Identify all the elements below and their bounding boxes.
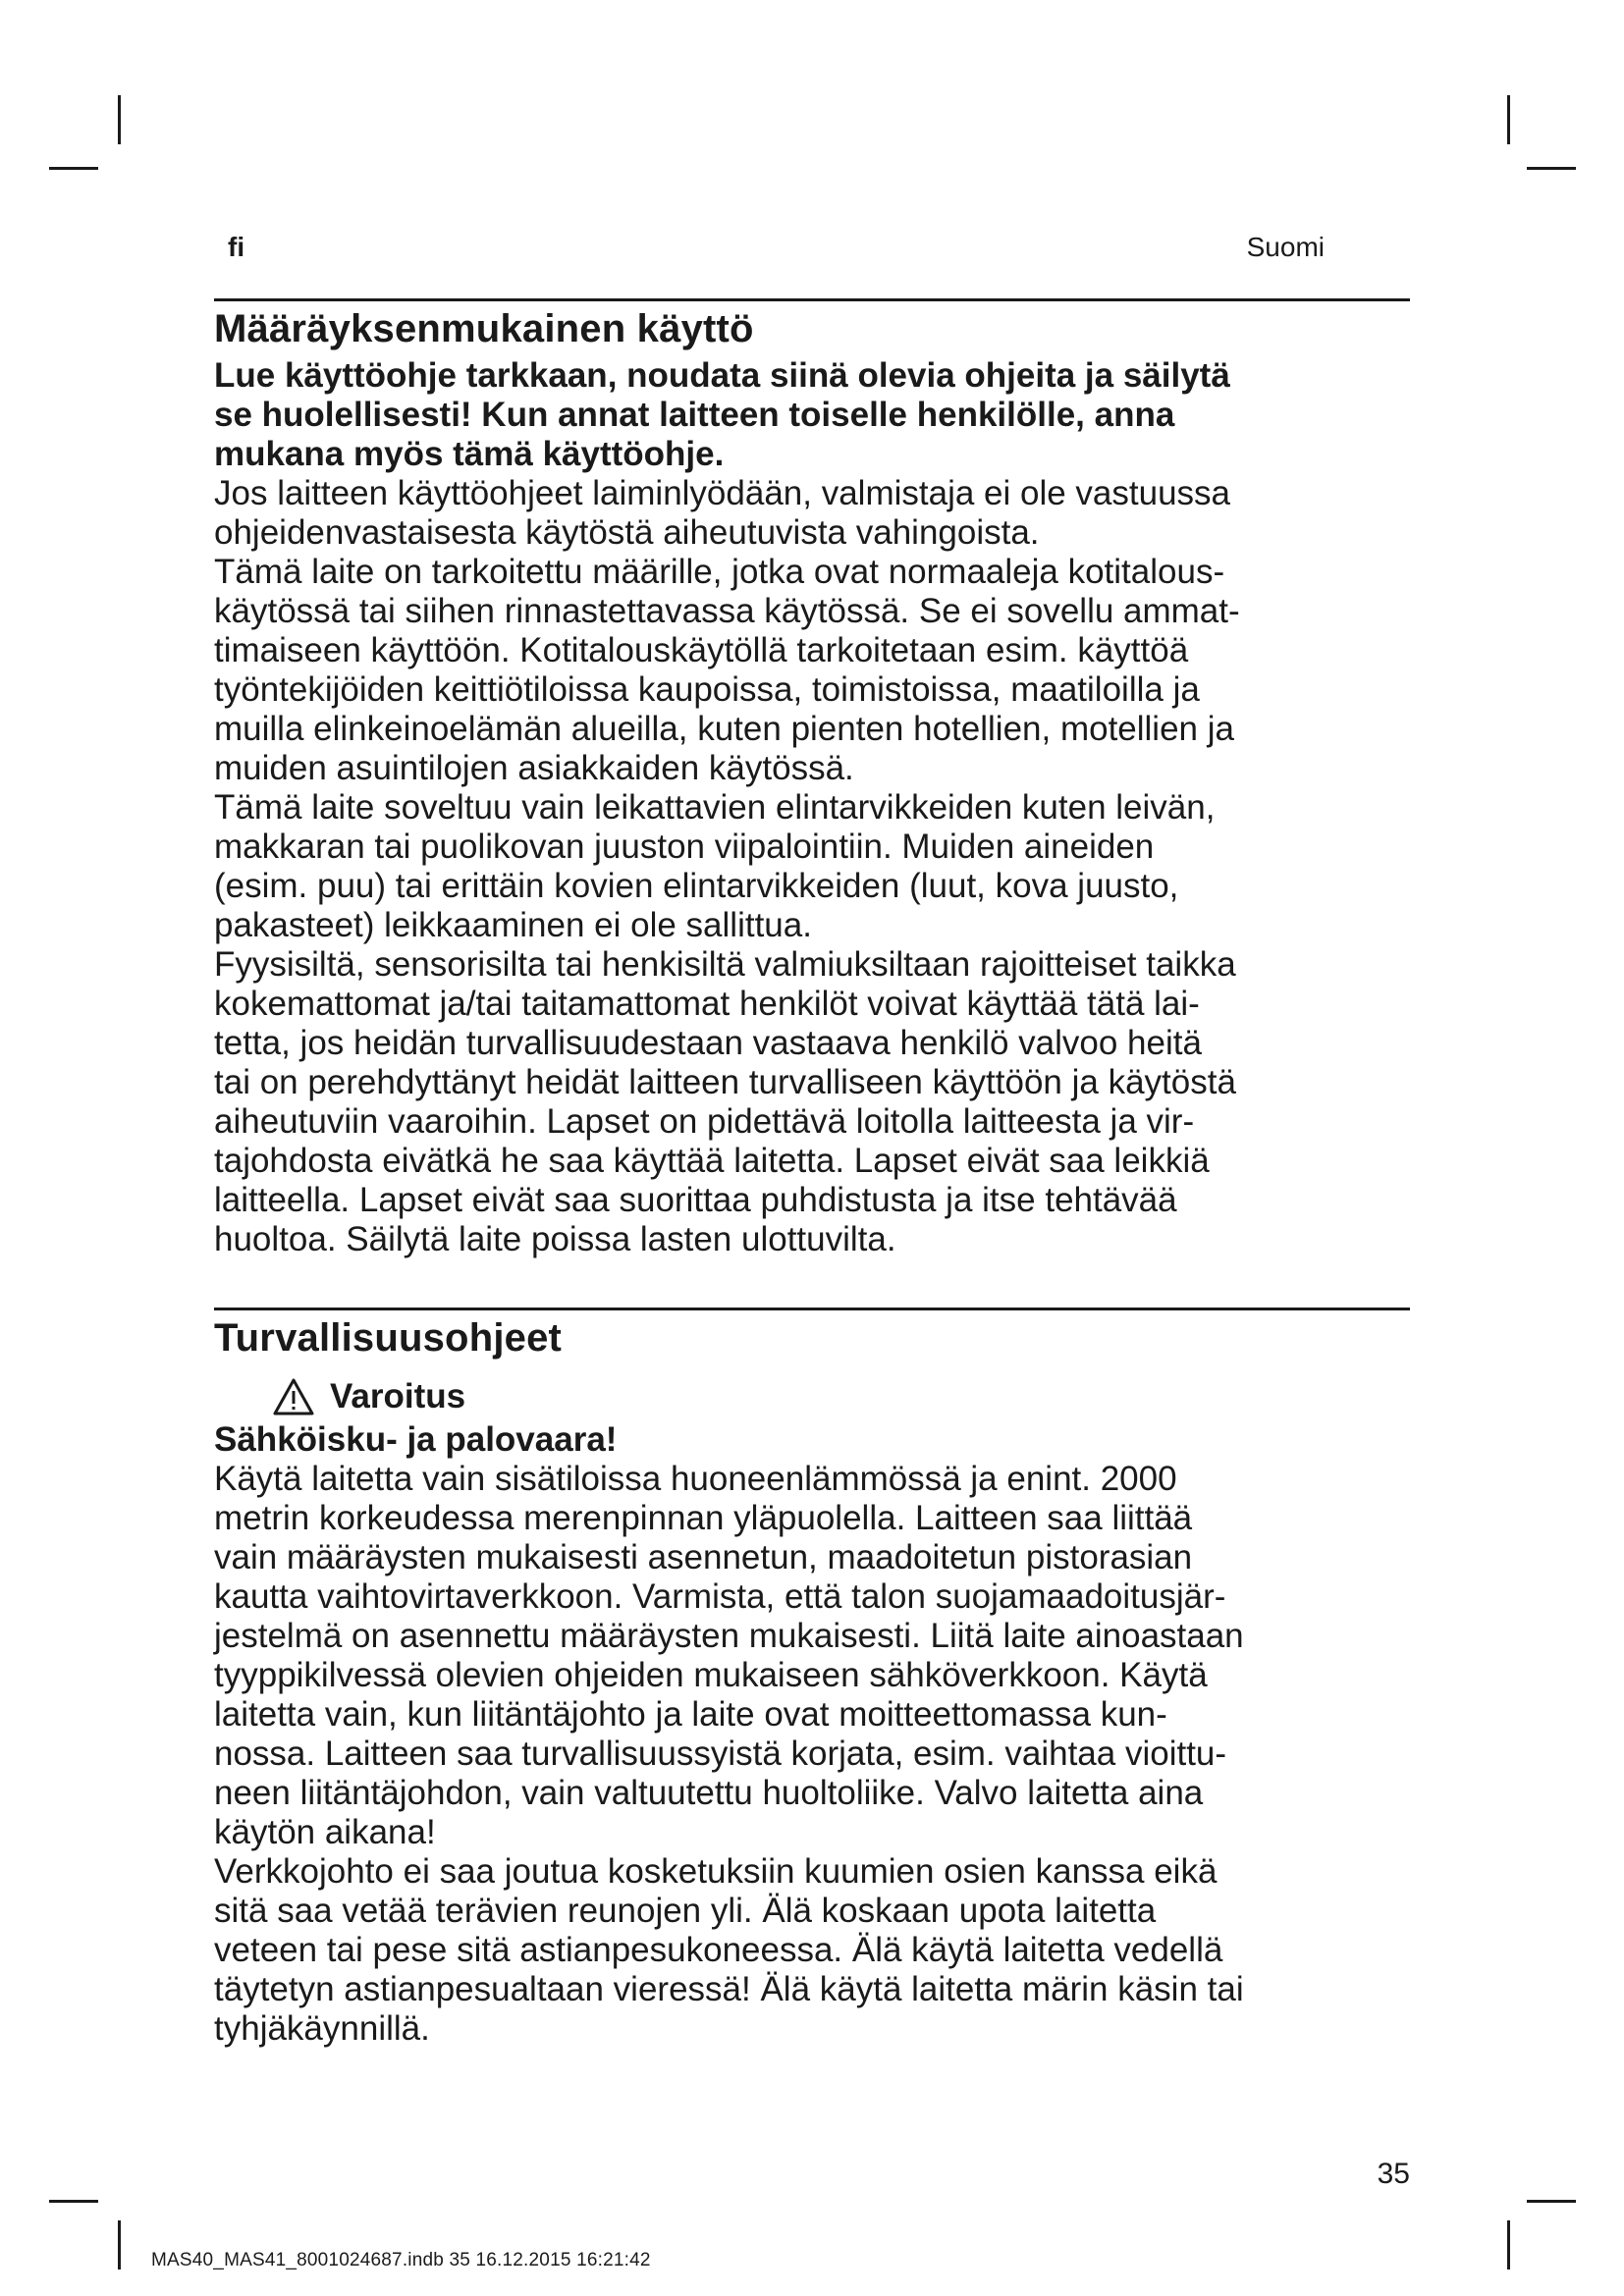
text-line: tajohdosta eivätkä he saa käyttää laitetta. Lapset eivät saa leikkiä [214,1142,1210,1180]
text-line: veteen tai pese sitä astianpesukoneessa. Älä käytä laitetta vedellä [214,1931,1223,1969]
text-line: vain määräysten mukaisesti asennetun, maadoitetun pistorasian [214,1538,1193,1576]
text-line: pakasteet) leikkaaminen ei ole sallittua. [214,906,812,944]
text-line: kokemattomat ja/tai taitamattomat henkilöt voivat käyttää tätä lai- [214,985,1200,1023]
text-line: täytetyn astianpesualtaan vieressä! Älä käytä laitetta märin käsin tai [214,1970,1244,2008]
text-line: Käytä laitetta vain sisätiloissa huoneenlämmössä ja enint. 2000 [214,1460,1177,1498]
text-line: Jos laitteen käyttöohjeet laiminlyödään, valmistaja ei ole vastuussa [214,474,1231,512]
section-divider [214,1308,1410,1310]
text-line: työntekijöiden keittiötiloissa kaupoissa, toimistoissa, maatiloilla ja [214,670,1200,709]
text-line: mukana myös tämä käyttöohje. [214,435,725,473]
text-line: muiden asuintilojen asiakkaiden käytössä. [214,749,854,787]
text-line: käytössä tai siihen rinnastettavassa käytössä. Se ei sovellu ammat- [214,592,1240,630]
text-line: timaiseen käyttöön. Kotitalouskäytöllä tarkoitetaan esim. käyttöä [214,631,1189,669]
warning-triangle-icon [273,1378,314,1415]
text-line: (esim. puu) tai erittäin kovien elintarvikkeiden (luut, kova juusto, [214,867,1179,905]
text-line: tyyppikilvessä olevien ohjeiden mukaiseen sähköverkkoon. Käytä [214,1656,1208,1694]
text-line: jestelmä on asennettu määräysten mukaisesti. Liitä laite ainoastaan [214,1617,1244,1655]
text-line: makkaran tai puolikovan juuston viipalointiin. Muiden aineiden [214,828,1155,866]
text-line: Tämä laite on tarkoitettu määrille, jotka ovat normaaleja kotitalous- [214,553,1225,591]
text-line: muilla elinkeinoelämän alueilla, kuten pienten hotellien, motellien ja [214,710,1234,748]
warning-heading [273,1373,1410,1420]
language-name: Suomi [1246,232,1325,262]
text-line: käytön aikana! [214,1813,436,1851]
text-line: tyhjäkäynnillä. [214,2009,430,2048]
text-line: ohjeidenvastaisesta käytöstä aiheutuvista vahingoista. [214,513,1040,552]
text-line: nossa. Laitteen saa turvallisuussyistä korjata, esim. vaihtaa vioittu- [214,1735,1227,1773]
warning-label: Varoitus [330,1377,466,1415]
section-intended-use [214,305,1410,1259]
section-title: Määräyksenmukainen käyttö [214,307,754,350]
crop-mark [1527,2200,1576,2203]
hazard-title: Sähköisku- ja palovaara! [214,1420,618,1459]
section-divider [214,298,1410,301]
crop-mark [49,167,98,170]
text-line: huoltoa. Säilytä laite poissa lasten ulottuvilta. [214,1220,896,1258]
text-line: se huolellisesti! Kun annat laitteen toiselle henkilölle, anna [214,396,1175,434]
crop-mark [1527,167,1576,170]
language-code: fi [228,232,245,262]
text-line: Fyysisiltä, sensorisilta tai henkisiltä valmiuksiltaan rajoitteiset taikka [214,945,1236,984]
text-line: laitetta vain, kun liitäntäjohto ja laite ovat moitteettomassa kun- [214,1695,1167,1734]
lead-paragraph [214,356,1410,474]
text-line: Tämä laite soveltuu vain leikattavien elintarvikkeiden kuten leivän, [214,788,1216,827]
text-line: laitteella. Lapset eivät saa suorittaa puhdistusta ja itse tehtävää [214,1181,1177,1219]
page-number: 35 [1377,2158,1410,2190]
section-title: Turvallisuusohjeet [214,1316,563,1360]
text-line: tai on perehdyttänyt heidät laitteen turvalliseen käyttöön ja käytöstä [214,1063,1236,1101]
crop-mark [49,2200,98,2203]
crop-mark [118,2220,121,2269]
body-text [214,474,1410,1259]
text-line: sitä saa vetää terävien reunojen yli. Älä koskaan upota laitetta [214,1892,1157,1930]
body-text [214,1460,1410,2049]
text-line: aiheutuviin vaaroihin. Lapset on pidettävä loitolla laitteesta ja vir- [214,1102,1195,1141]
print-slug: MAS40_MAS41_8001024687.indb 35 16.12.2015 16:21:42 [151,2250,651,2270]
crop-mark [1507,95,1510,144]
crop-mark [118,95,121,144]
text-line: Lue käyttöohje tarkkaan, noudata siinä olevia ohjeita ja säilytä [214,356,1230,395]
text-line: tetta, jos heidän turvallisuudestaan vastaava henkilö valvoo heitä [214,1024,1202,1062]
text-line: kautta vaihtovirtaverkkoon. Varmista, että talon suojamaadoitusjär- [214,1577,1226,1616]
text-line: metrin korkeudessa merenpinnan yläpuolella. Laitteen saa liittää [214,1499,1193,1537]
section-safety [214,1314,1410,2049]
crop-mark [1507,2220,1510,2269]
text-line: neen liitäntäjohdon, vain valtuutettu huoltoliike. Valvo laitetta aina [214,1774,1204,1812]
text-line: Verkkojohto ei saa joutua kosketuksiin kuumien osien kanssa eikä [214,1852,1218,1891]
